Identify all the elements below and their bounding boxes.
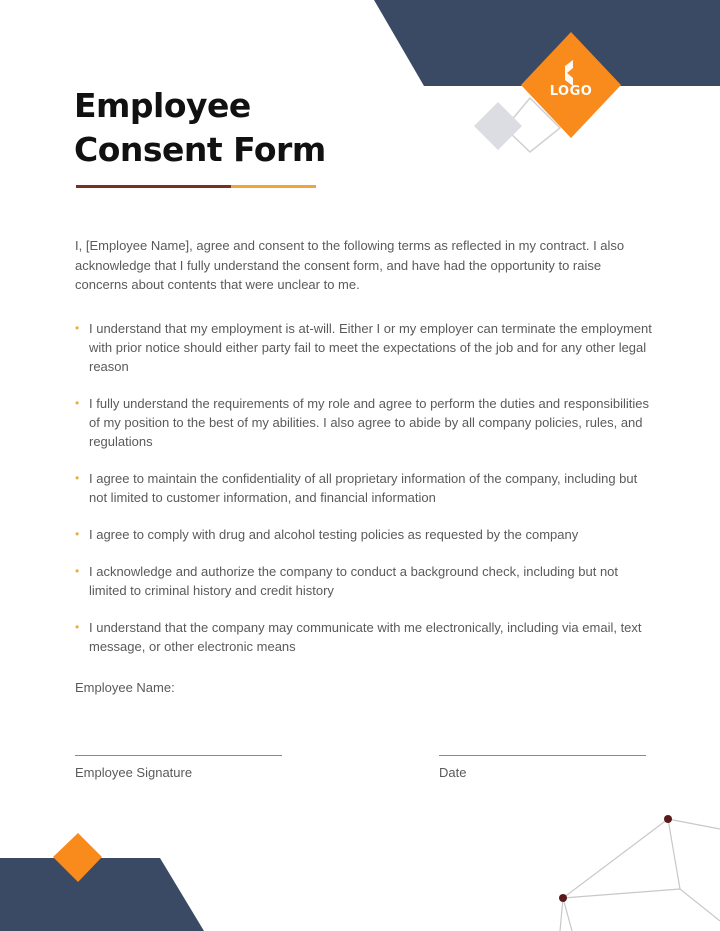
underline-light-segment xyxy=(231,185,316,188)
term-item xyxy=(75,562,655,600)
title-underline xyxy=(76,185,316,188)
page-title xyxy=(74,84,326,172)
bullet-icon: • xyxy=(75,321,80,335)
term-item xyxy=(75,469,655,507)
bullet-icon: • xyxy=(75,396,80,410)
term-item xyxy=(75,319,655,376)
bullet-icon: • xyxy=(75,620,80,634)
term-item xyxy=(75,618,655,656)
page-title-line1: Employee xyxy=(74,86,251,125)
date-line[interactable] xyxy=(439,755,646,756)
employee-name-label: Employee Name: xyxy=(75,680,175,695)
term-text: I understand that my employment is at-will. Either I or my employer can terminate the employment with prior notice should either party fail to meet the expectations of the job and for any other legal reason xyxy=(89,321,652,374)
term-item xyxy=(75,525,655,544)
term-text: I fully understand the requirements of my role and agree to perform the duties and responsibilities of my position to the best of my abilities. I also agree to abide by all company policies, rules, and regulations xyxy=(89,396,650,449)
bullet-icon: • xyxy=(75,527,80,541)
term-item xyxy=(75,394,655,451)
date-label: Date xyxy=(439,765,467,780)
intro-paragraph: I, [Employee Name], agree and consent to the following terms as reflected in my contract. I also acknowledge that I fully understand the consent form, and have had the opportunity to raise concerns about contents that were unclear to me. xyxy=(75,238,625,292)
term-text: I agree to comply with drug and alcohol testing policies as requested by the company xyxy=(89,527,579,542)
bullet-icon: • xyxy=(75,471,80,485)
logo xyxy=(521,32,621,138)
employee-signature-label: Employee Signature xyxy=(75,765,193,780)
term-text: I understand that the company may communicate with me electronically, including via email, text message, or other electronic means xyxy=(89,620,642,654)
signature-line[interactable] xyxy=(75,755,282,756)
bullet-icon: • xyxy=(75,564,80,578)
terms-list xyxy=(75,319,655,674)
underline-dark-segment xyxy=(76,185,231,188)
logo-text: LOGO xyxy=(549,84,593,99)
term-text: I acknowledge and authorize the company to conduct a background check, including but not limited to criminal history and credit history xyxy=(89,564,619,598)
page-title-line2: Consent Form xyxy=(74,130,326,169)
term-text: I agree to maintain the confidentiality of all proprietary information of the company, including but not limited to customer information, and financial information xyxy=(89,471,638,505)
